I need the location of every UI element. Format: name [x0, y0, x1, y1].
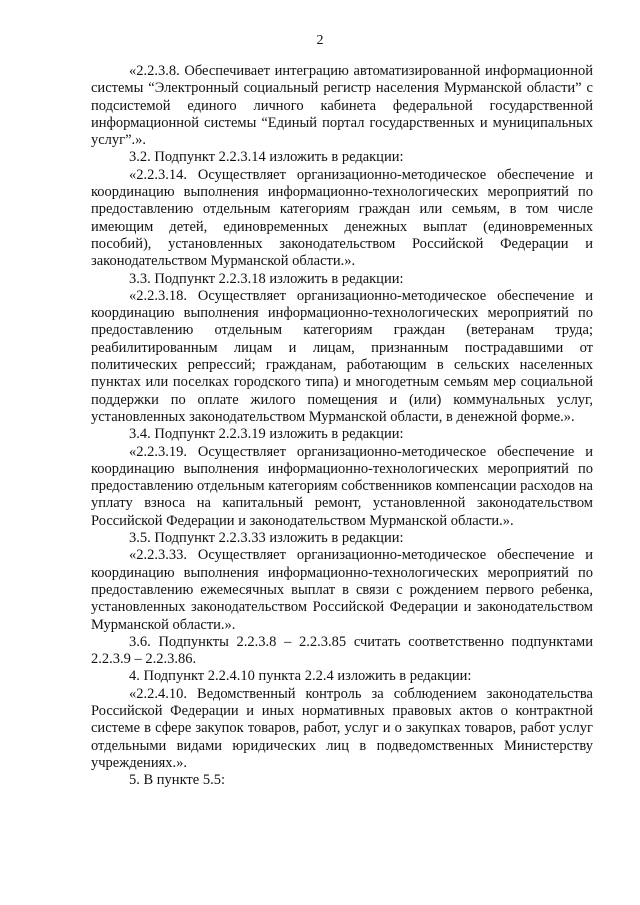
page-number: 2 [316, 33, 324, 48]
document-body [91, 63, 593, 789]
instruction-3-4: 3.4. Подпункт 2.2.3.19 изложить в редакции: [129, 426, 404, 443]
paragraph-2-2-3-33: «2.2.3.33. Осуществляет организационно-методическое обеспечение и координацию выполнения информационно-технологических мероприятий по предоставлению ежемесячных выплат в связи с рождением первого ребенка, установленных законодательством Российской Федерации и законодательством Мурманской области.». [91, 547, 593, 633]
instruction-3-2: 3.2. Подпункт 2.2.3.14 изложить в редакции: [129, 149, 404, 166]
instruction-3-3: 3.3. Подпункт 2.2.3.18 изложить в редакции: [129, 270, 404, 287]
instruction-3-6: 3.6. Подпункты 2.2.3.8 – 2.2.3.85 считать соответственно подпунктами 2.2.3.9 – 2.2.3.86. [91, 633, 593, 668]
instruction-5: 5. В пункте 5.5: [129, 772, 225, 789]
paragraph-2-2-4-10: «2.2.4.10. Ведомственный контроль за соблюдением законодательства Российской Федерации и иных нормативных правовых актов о контрактной системе в сфере закупок товаров, работ, услуг и о закупках товаров, работ услуг отдельными видами юридических лиц в подведомственных Министерству учреждениях.». [91, 685, 593, 771]
instruction-3-5: 3.5. Подпункт 2.2.3.33 изложить в редакции: [129, 530, 404, 547]
paragraph-2-2-3-18: «2.2.3.18. Осуществляет организационно-методическое обеспечение и координацию выполнения информационно-технологических мероприятий по предоставлению отдельным категориям граждан (ветеранам труда; реабилитированным лицам и лицам, признанным пострадавшими от политических репрессий; гражданам, работающим в сельских населенных пунктах или поселках городского типа) и многодетным семьям мер социальной поддержки по оплате жилого помещения и (или) коммунальных услуг, установленных законодательством Мурманской области, в денежной форме.». [91, 287, 593, 425]
paragraph-2-2-3-14: «2.2.3.14. Осуществляет организационно-методическое обеспечение и координацию выполнения информационно-технологических мероприятий по предоставлению отдельным категориям граждан или семьям, в том числе имеющим детей, единовременных денежных выплат (единовременных пособий), установленных законодательством Российской Федерации и законодательством Мурманской области.». [91, 166, 593, 270]
paragraph-2-2-3-8: «2.2.3.8. Обеспечивает интеграцию автоматизированной информационной системы “Электронный социальный регистр населения Мурманской области” с подсистемой единого личного кабинета федеральной государственной информационной системы “Единый портал государственных и муниципальных услуг”.». [91, 63, 593, 149]
paragraph-2-2-3-19: «2.2.3.19. Осуществляет организационно-методическое обеспечение и координацию выполнения информационно-технологических мероприятий по предоставлению отдельным категориям собственников компенсации расходов на уплату взноса на капитальный ремонт, установленной законодательством Российской Федерации и законодательством Мурманской области.». [91, 443, 593, 529]
instruction-4: 4. Подпункт 2.2.4.10 пункта 2.2.4 изложить в редакции: [129, 668, 472, 685]
